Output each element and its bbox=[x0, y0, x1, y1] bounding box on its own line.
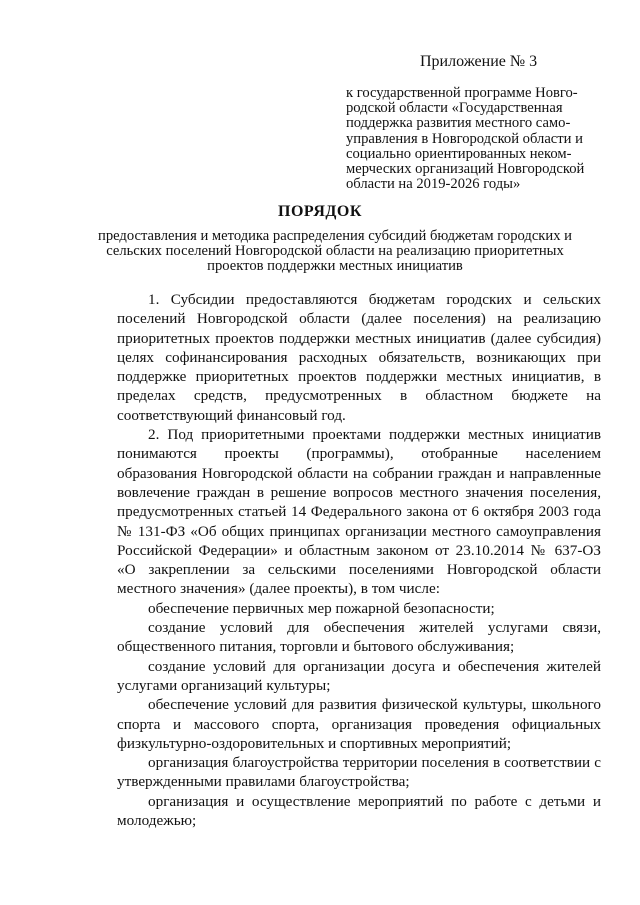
body-line: обеспечение условий для развития физической культуры, школьного bbox=[148, 696, 601, 714]
appendix-line: управления в Новгородской области и bbox=[346, 130, 583, 147]
body-line: предусмотренных статьей 14 Федерального закона от 6 октября 2003 года bbox=[117, 503, 601, 521]
appendix-title: Приложение № 3 bbox=[420, 53, 538, 70]
body-line: услугами организаций культуры; bbox=[117, 676, 331, 694]
document-title: ПОРЯДОК bbox=[278, 203, 362, 220]
subtitle-line: сельских поселений Новгородской области на реализацию приоритетных bbox=[106, 243, 564, 259]
body-line: соответствующий финансовый год. bbox=[117, 406, 346, 424]
body-line: понимаются проекты (программы), отобранные населением bbox=[117, 445, 601, 463]
body-line: № 131-ФЗ «Об общих принципах организации местного самоуправления bbox=[117, 522, 601, 540]
body-line: организация и осуществление мероприятий по работе с детьми и bbox=[148, 792, 601, 810]
body-line: 2. Под приоритетными проектами поддержки местных инициатив bbox=[148, 426, 601, 444]
body-line: организация благоустройства территории поселения в соответствии с bbox=[148, 754, 601, 772]
appendix-line: области на 2019-2026 годы» bbox=[346, 176, 521, 193]
appendix-line: социально ориентированных неком- bbox=[346, 145, 572, 162]
body-line: поддержке приоритетных проектов поддержки местных инициатив, в bbox=[117, 368, 601, 386]
body-line: обеспечение первичных мер пожарной безопасности; bbox=[148, 599, 495, 617]
subtitle-line: проектов поддержки местных инициатив bbox=[207, 258, 463, 274]
body-line: целях софинансирования расходных обязательств, возникающих при bbox=[117, 348, 601, 366]
body-line: спорта и массового спорта, организация проведения официальных bbox=[117, 715, 601, 733]
body-line: образования Новгородской области на собрании граждан и направленные bbox=[117, 464, 601, 482]
body-line: общественного питания, торговли и бытового обслуживания; bbox=[117, 638, 515, 656]
body-line: Российской Федерации» и областным законом от 23.10.2014 № 637-ОЗ bbox=[117, 541, 601, 559]
body-line: пределах средств, предусмотренных в областном бюджете на bbox=[117, 387, 601, 405]
appendix-line: родской области «Государственная bbox=[346, 100, 563, 117]
body-line: 1. Субсидии предоставляются бюджетам городских и сельских bbox=[148, 291, 601, 308]
body-line: приоритетных проектов поддержки местных инициатив (далее субсидия) bbox=[117, 329, 601, 347]
document-subtitle bbox=[60, 229, 610, 274]
body-line: физкультурно-оздоровительных и спортивных мероприятий; bbox=[117, 734, 512, 752]
subtitle-line: предоставления и методика распределения субсидий бюджетам городских и bbox=[98, 228, 572, 244]
body-line: поселений Новгородской области (далее поселения) на реализацию bbox=[117, 310, 601, 328]
document-body bbox=[117, 290, 601, 830]
body-line: «О закреплении за сельскими поселениями Новгородской области bbox=[117, 561, 601, 579]
appendix-line: к государственной программе Новго- bbox=[346, 85, 578, 101]
body-line: вовлечение граждан в решение вопросов местного значения поселения, bbox=[117, 483, 601, 501]
body-line: создание условий для организации досуга и обеспечения жителей bbox=[148, 657, 601, 675]
appendix-line: мерческих организаций Новгородской bbox=[346, 161, 585, 178]
appendix-line: поддержка развития местного само- bbox=[346, 115, 571, 132]
body-line: местного значения» (далее проекты), в том числе: bbox=[117, 580, 440, 598]
body-line: молодежью; bbox=[117, 812, 197, 830]
appendix-block bbox=[346, 52, 601, 192]
body-line: создание условий для обеспечения жителей услугами связи, bbox=[148, 619, 601, 637]
body-line: утвержденными правилами благоустройства; bbox=[117, 773, 410, 791]
